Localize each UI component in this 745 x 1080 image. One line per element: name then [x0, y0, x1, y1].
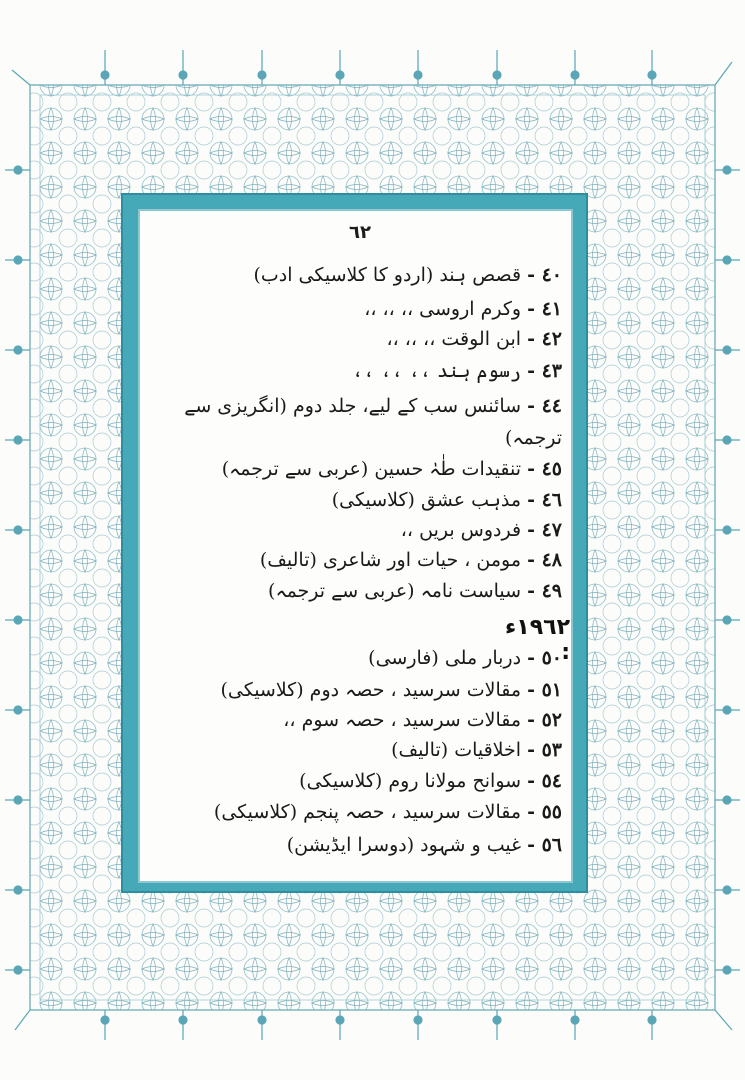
list-item	[162, 262, 562, 288]
list-item	[162, 645, 562, 671]
list-item	[162, 799, 562, 825]
list-item	[162, 737, 562, 763]
entry-title: مقالات سرسید ، حصہ پنجم (کلاسیکی)	[213, 801, 522, 823]
entry-title: رسوم ہند ،، ،، ،،	[352, 360, 522, 382]
entry-number: ٤٧ -	[527, 519, 562, 541]
entry-number: ٥٤ -	[527, 770, 562, 792]
list-item	[162, 707, 562, 733]
list-item	[162, 832, 562, 858]
entry-number: ٤٦ -	[527, 489, 562, 511]
entry-number: ٤٤ -	[527, 395, 562, 417]
entry-title: مقالات سرسید ، حصہ دوم (کلاسیکی)	[220, 679, 522, 701]
entry-title: مقالات سرسید ، حصہ سوم ،،	[283, 709, 522, 731]
entry-number: ٥٢ -	[527, 709, 562, 731]
entry-title: سوانح مولانا روم (کلاسیکی)	[299, 770, 522, 792]
entry-number: ٥٠ -	[527, 647, 562, 669]
list-item	[162, 768, 562, 794]
entry-title: مومن ، حیات اور شاعری (تالیف)	[259, 549, 522, 571]
entry-number: ٤٠ -	[527, 264, 562, 286]
entry-title: سیاست نامہ (عربی سے ترجمہ)	[268, 580, 522, 602]
list-item	[162, 358, 562, 384]
entry-title: تنقیدات طٰہٰ حسین (عربی سے ترجمہ)	[221, 458, 522, 480]
entry-title: سائنس سب کے لیے، جلد دوم (انگریزی سے ترجمہ)	[184, 395, 562, 449]
entry-number: ٤١ -	[527, 298, 562, 320]
entry-number: ٤٥ -	[527, 458, 562, 480]
entry-number: ٤٢ -	[527, 328, 562, 350]
list-item	[162, 296, 562, 322]
list-item	[162, 677, 562, 703]
list-item	[162, 487, 562, 513]
entry-number: ٤٩ -	[527, 580, 562, 602]
entry-number: ٥١ -	[527, 679, 562, 701]
entry-number: ٥٣ -	[527, 739, 562, 761]
entry-title: وکرم اروسی ،، ،، ،،	[364, 298, 522, 320]
entry-title: اخلاقیات (تالیف)	[391, 739, 522, 761]
list-item	[162, 326, 562, 352]
entry-title: دربار ملی (فارسی)	[368, 647, 522, 669]
entry-title: مذہب عشق (کلاسیکی)	[331, 489, 522, 511]
entry-number: ٤٨ -	[527, 549, 562, 571]
list-item	[172, 390, 562, 454]
page-number: ٦٢	[349, 222, 371, 243]
entry-title: فردوس بریں ،،	[400, 519, 522, 541]
list-item	[162, 547, 562, 573]
entry-number: ٤٣ -	[527, 360, 562, 382]
entry-number: ٥٦ -	[527, 834, 562, 856]
list-item	[162, 517, 562, 543]
entry-number: ٥٥ -	[527, 801, 562, 823]
list-item	[162, 456, 562, 482]
entry-title: غیب و شہود (دوسرا ایڈیشن)	[286, 834, 522, 856]
list-item	[162, 578, 562, 604]
entry-title: ابن الوقت ،، ،، ،،	[386, 328, 522, 350]
year-heading: ١٩٦٢ء :	[505, 615, 570, 665]
entry-title: قصص ہند (اردو کا کلاسیکی ادب)	[253, 264, 522, 286]
